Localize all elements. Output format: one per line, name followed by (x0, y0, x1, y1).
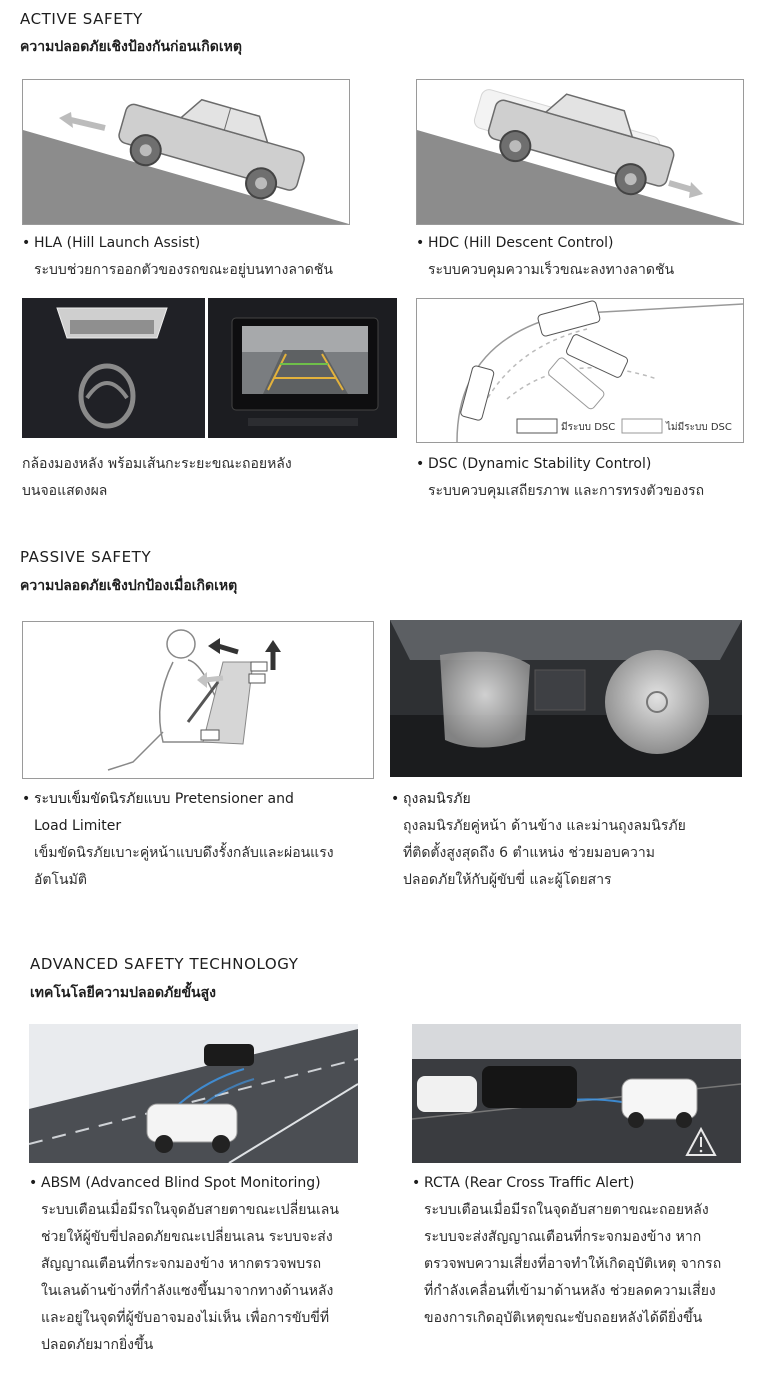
absm-line: ระบบเตือนเมื่อมีรถในจุดอับสายตาขณะเปลี่ยนเลน (41, 1202, 339, 1218)
hdc-illustration (416, 79, 744, 225)
passive-safety-heading: PASSIVE SAFETY (20, 548, 152, 566)
hdc-desc: ระบบควบคุมความเร็วขณะลงทางลาดชัน (428, 262, 675, 278)
airbag-title: • ถุงลมนิรภัย (403, 786, 686, 813)
rcta-photo (412, 1024, 741, 1163)
rcta-line: ที่กำลังเคลื่อนที่เข้ามาด้านหลัง ช่วยลดความเสี่ยง (424, 1283, 716, 1299)
direction-arrow-icon (669, 183, 693, 190)
dsc-legend-with: มีระบบ DSC (561, 422, 616, 433)
driver-airbag (605, 650, 709, 754)
hla-title: • HLA (Hill Launch Assist) (34, 230, 333, 257)
rcta-line: ตรวจพบความเสี่ยงที่อาจทำให้เกิดอุบัติเหตุ จากรถ (424, 1256, 722, 1272)
hla-caption (34, 230, 333, 284)
active-safety-subheading: ความปลอดภัยเชิงป้องกันก่อนเกิดเหตุ (20, 39, 242, 55)
absm-title: • ABSM (Advanced Blind Spot Monitoring) (41, 1170, 339, 1197)
rcta-title: • RCTA (Rear Cross Traffic Alert) (424, 1170, 721, 1197)
direction-arrow-icon (71, 120, 105, 128)
seatbelt-title-2: Load Limiter (34, 818, 122, 834)
passive-safety-subheading: ความปลอดภัยเชิงปกป้องเมื่อเกิดเหตุ (20, 578, 238, 594)
dsc-legend-without: ไม่มีระบบ DSC (666, 422, 732, 433)
rcta-line: ของการเกิดอุบัติเหตุขณะขับถอยหลังได้ดียิ่งขึ้น (424, 1310, 703, 1326)
rear-camera-photo (22, 298, 205, 438)
occupant-head-icon (167, 630, 195, 658)
rcta-line: ระบบเตือนเมื่อมีรถในจุดอับสายตาขณะถอยหลัง (424, 1202, 709, 1218)
airbag-caption (403, 786, 686, 894)
dsc-caption (428, 451, 704, 505)
absm-line: ช่วยให้ผู้ขับขี่ปลอดภัยขณะเปลี่ยนเลน ระบบจะส่ง (41, 1229, 333, 1245)
seatbelt-desc-1: เข็มขัดนิรภัยเบาะคู่หน้าแบบดึงรั้งกลับและผ่อนแรง (34, 845, 334, 861)
seatbelt-title-1: • ระบบเข็มขัดนิรภัยแบบ Pretensioner and (34, 786, 334, 813)
seatbelt-desc-2: อัตโนมัติ (34, 872, 87, 888)
rcta-line: ระบบจะส่งสัญญาณเตือนที่กระจกมองข้าง หาก (424, 1229, 702, 1245)
airbag-desc-2: ที่ติดตั้งสูงสุดถึง 6 ตำแหน่ง ช่วยมอบความ (403, 845, 655, 861)
passenger-airbag (440, 652, 530, 748)
hdc-title: • HDC (Hill Descent Control) (428, 230, 674, 257)
rcta-caption (424, 1170, 721, 1332)
hdc-caption (428, 230, 674, 284)
absm-line: ในเลนด้านข้างที่กำลังแซงขึ้นมาจากทางด้านหลัง (41, 1283, 334, 1299)
active-safety-heading: ACTIVE SAFETY (20, 10, 143, 28)
airbag-desc-3: ปลอดภัยให้กับผู้ขับขี่ และผู้โดยสาร (403, 872, 612, 888)
seatbelt-caption (34, 786, 334, 894)
dsc-title: • DSC (Dynamic Stability Control) (428, 451, 704, 478)
arrow-left-icon (208, 638, 220, 654)
advanced-safety-heading: ADVANCED SAFETY TECHNOLOGY (30, 955, 299, 973)
absm-caption (41, 1170, 339, 1359)
advanced-safety-subheading: เทคโนโลยีความปลอดภัยขั้นสูง (30, 985, 217, 1001)
absm-photo (29, 1024, 358, 1163)
absm-line: สัญญาณเตือนที่กระจกมองข้าง หากตรวจพบรถ (41, 1256, 322, 1272)
absm-line: ปลอดภัยมากยิ่งขึ้น (41, 1337, 154, 1353)
display-screen-photo (208, 298, 397, 438)
black-pickup-icon (204, 1044, 254, 1066)
black-pickup-icon (482, 1066, 577, 1108)
hla-illustration (22, 79, 350, 225)
camera-line2: บนจอแสดงผล (22, 483, 108, 499)
parked-car-icon (417, 1076, 477, 1112)
airbag-photo (390, 620, 742, 777)
dsc-diagram (416, 298, 744, 443)
arrow-up-icon (265, 640, 281, 652)
absm-line: และอยู่ในจุดที่ผู้ขับอาจมองไม่เห็น เพื่อการขับขี่ที่ (41, 1310, 330, 1326)
dsc-desc: ระบบควบคุมเสถียรภาพ และการทรงตัวของรถ (428, 483, 705, 499)
seatbelt-illustration (22, 621, 374, 779)
camera-caption (22, 451, 292, 505)
hla-desc: ระบบช่วยการออกตัวของรถขณะอยู่บนทางลาดชัน (34, 262, 333, 278)
airbag-desc-1: ถุงลมนิรภัยคู่หน้า ด้านข้าง และม่านถุงลมนิรภัย (403, 818, 686, 834)
camera-line1: กล้องมองหลัง พร้อมเส้นกะระยะขณะถอยหลัง (22, 456, 292, 472)
